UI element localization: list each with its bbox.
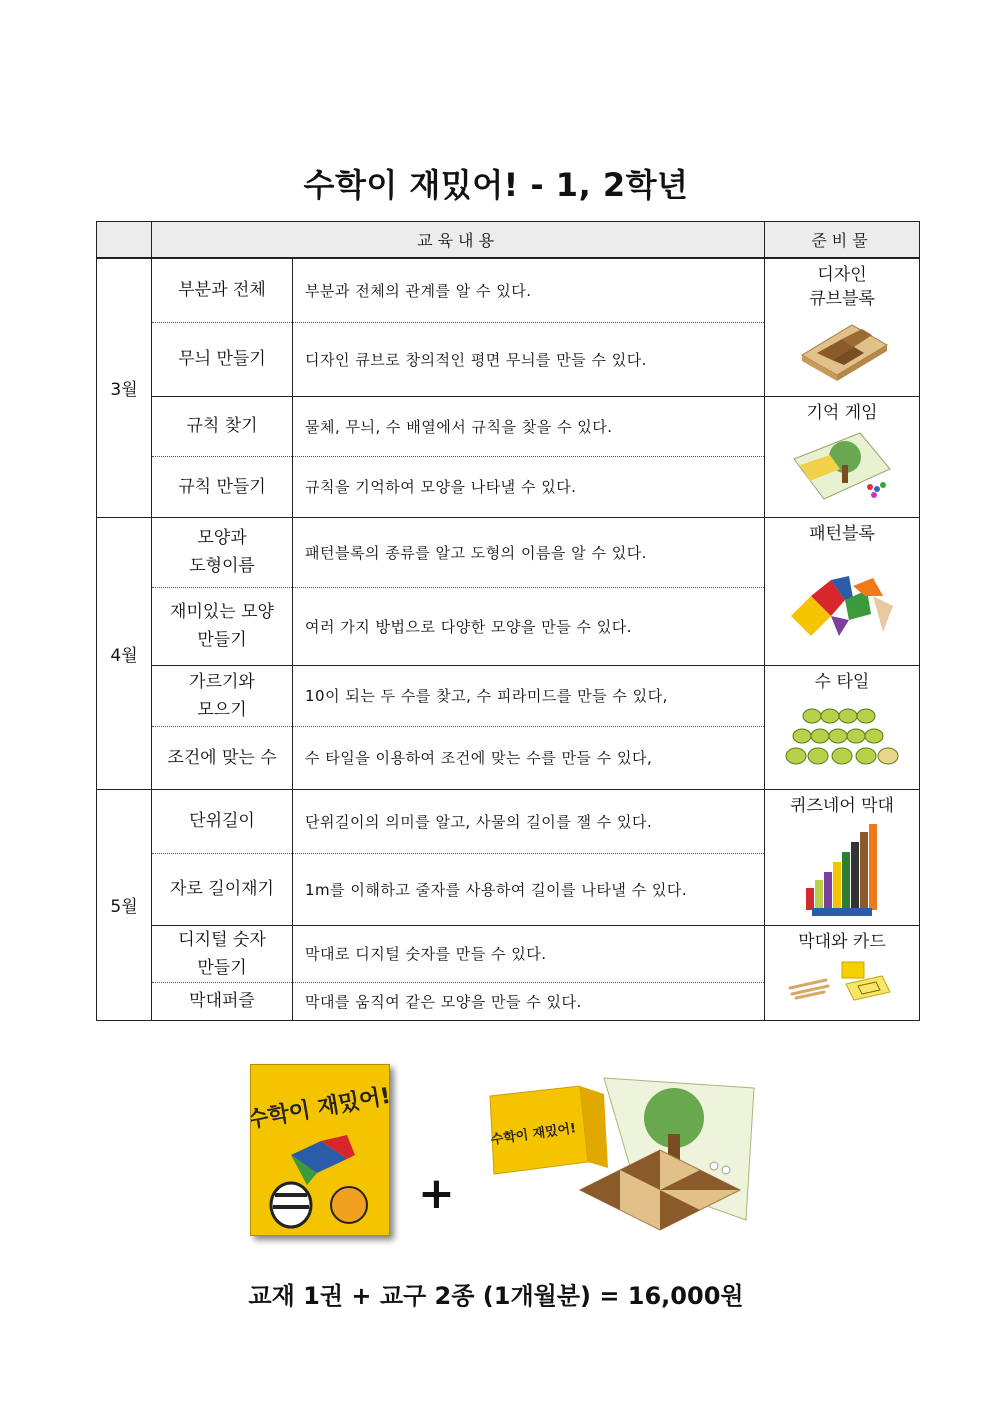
material-cell [765,925,920,1020]
topic-cell: 규칙 찾기 [152,396,293,456]
material-cell [765,517,920,665]
price-summary: 교재 1권 + 교구 2종 (1개월분) = 16,000원 [248,1282,744,1310]
memory-game-image [790,429,894,505]
content-cell: 규칙을 기억하여 모양을 나타낼 수 있다. [293,456,765,517]
topic-cell: 무늬 만들기 [152,322,293,396]
month-cell: 3월 [97,258,152,517]
topic-cell: 가르기와 모으기 [152,665,293,726]
month-cell: 4월 [97,517,152,789]
material-label: 퀴즈네어 막대 [790,795,894,816]
number-tile-image [784,706,900,768]
content-cell: 수 타일을 이용하여 조건에 맞는 수를 만들 수 있다, [293,726,765,789]
content-cell: 막대로 디지털 숫자를 만들 수 있다. [293,925,765,982]
content-cell: 단위길이의 의미를 알고, 사물의 길이를 잴 수 있다. [293,789,765,853]
topic-cell: 규칙 만들기 [152,456,293,517]
book-illustration [251,1065,389,1235]
content-cell: 1m를 이해하고 줄자를 사용하여 길이를 나타낼 수 있다. [293,853,765,925]
table-row [97,925,920,982]
table-header-row [97,222,920,259]
material-cell [765,789,920,925]
plus-sign: + [418,1168,455,1219]
material-cell [765,665,920,789]
header-materials: 준비물 [765,222,920,259]
table-row [97,517,920,587]
teaching-kit-image [484,1070,758,1245]
material-label: 수 타일 [814,671,870,692]
topic-cell: 조건에 맞는 수 [152,726,293,789]
cuisenaire-rod-image [802,822,882,918]
header-content: 교육내용 [152,222,765,259]
header-empty-cell [97,222,152,259]
table-row [97,258,920,322]
content-cell: 여러 가지 방법으로 다양한 모양을 만들 수 있다. [293,587,765,665]
topic-cell: 모양과 도형이름 [152,517,293,587]
content-cell: 패턴블록의 종류를 알고 도형의 이름을 알 수 있다. [293,517,765,587]
topic-cell: 부분과 전체 [152,258,293,322]
table-row [97,665,920,726]
material-label: 디자인 큐브블록 [809,265,875,309]
kit-box-title: 수학이 재밌어! [489,1121,578,1148]
material-label: 기억 게임 [806,402,878,423]
material-label: 막대와 카드 [798,931,886,952]
topic-cell: 자로 길이재기 [152,853,293,925]
book-title-text: 수학이 재밌어! [251,1083,389,1134]
page-title: 수학이 재밌어! - 1, 2학년 [303,166,689,204]
design-cube-block-image [792,315,892,381]
month-cell: 5월 [97,789,152,1020]
material-cell [765,258,920,396]
table-row [97,396,920,456]
content-cell: 물체, 무늬, 수 배열에서 규칙을 찾을 수 있다. [293,396,765,456]
content-cell: 디자인 큐브로 창의적인 평면 무늬를 만들 수 있다. [293,322,765,396]
content-cell: 부분과 전체의 관계를 알 수 있다. [293,258,765,322]
stick-card-image [786,958,898,1002]
pattern-block-image [787,566,897,638]
topic-cell: 재미있는 모양 만들기 [152,587,293,665]
curriculum-table [96,221,920,1021]
content-cell: 10이 되는 두 수를 찾고, 수 피라미드를 만들 수 있다, [293,665,765,726]
product-images [0,1060,992,1260]
material-label: 패턴블록 [809,523,875,544]
topic-cell: 막대퍼즐 [152,982,293,1020]
textbook-cover-image [250,1064,390,1236]
topic-cell: 디지털 숫자 만들기 [152,925,293,982]
content-cell: 막대를 움직여 같은 모양을 만들 수 있다. [293,982,765,1020]
topic-cell: 단위길이 [152,789,293,853]
table-row [97,789,920,853]
material-cell [765,396,920,517]
